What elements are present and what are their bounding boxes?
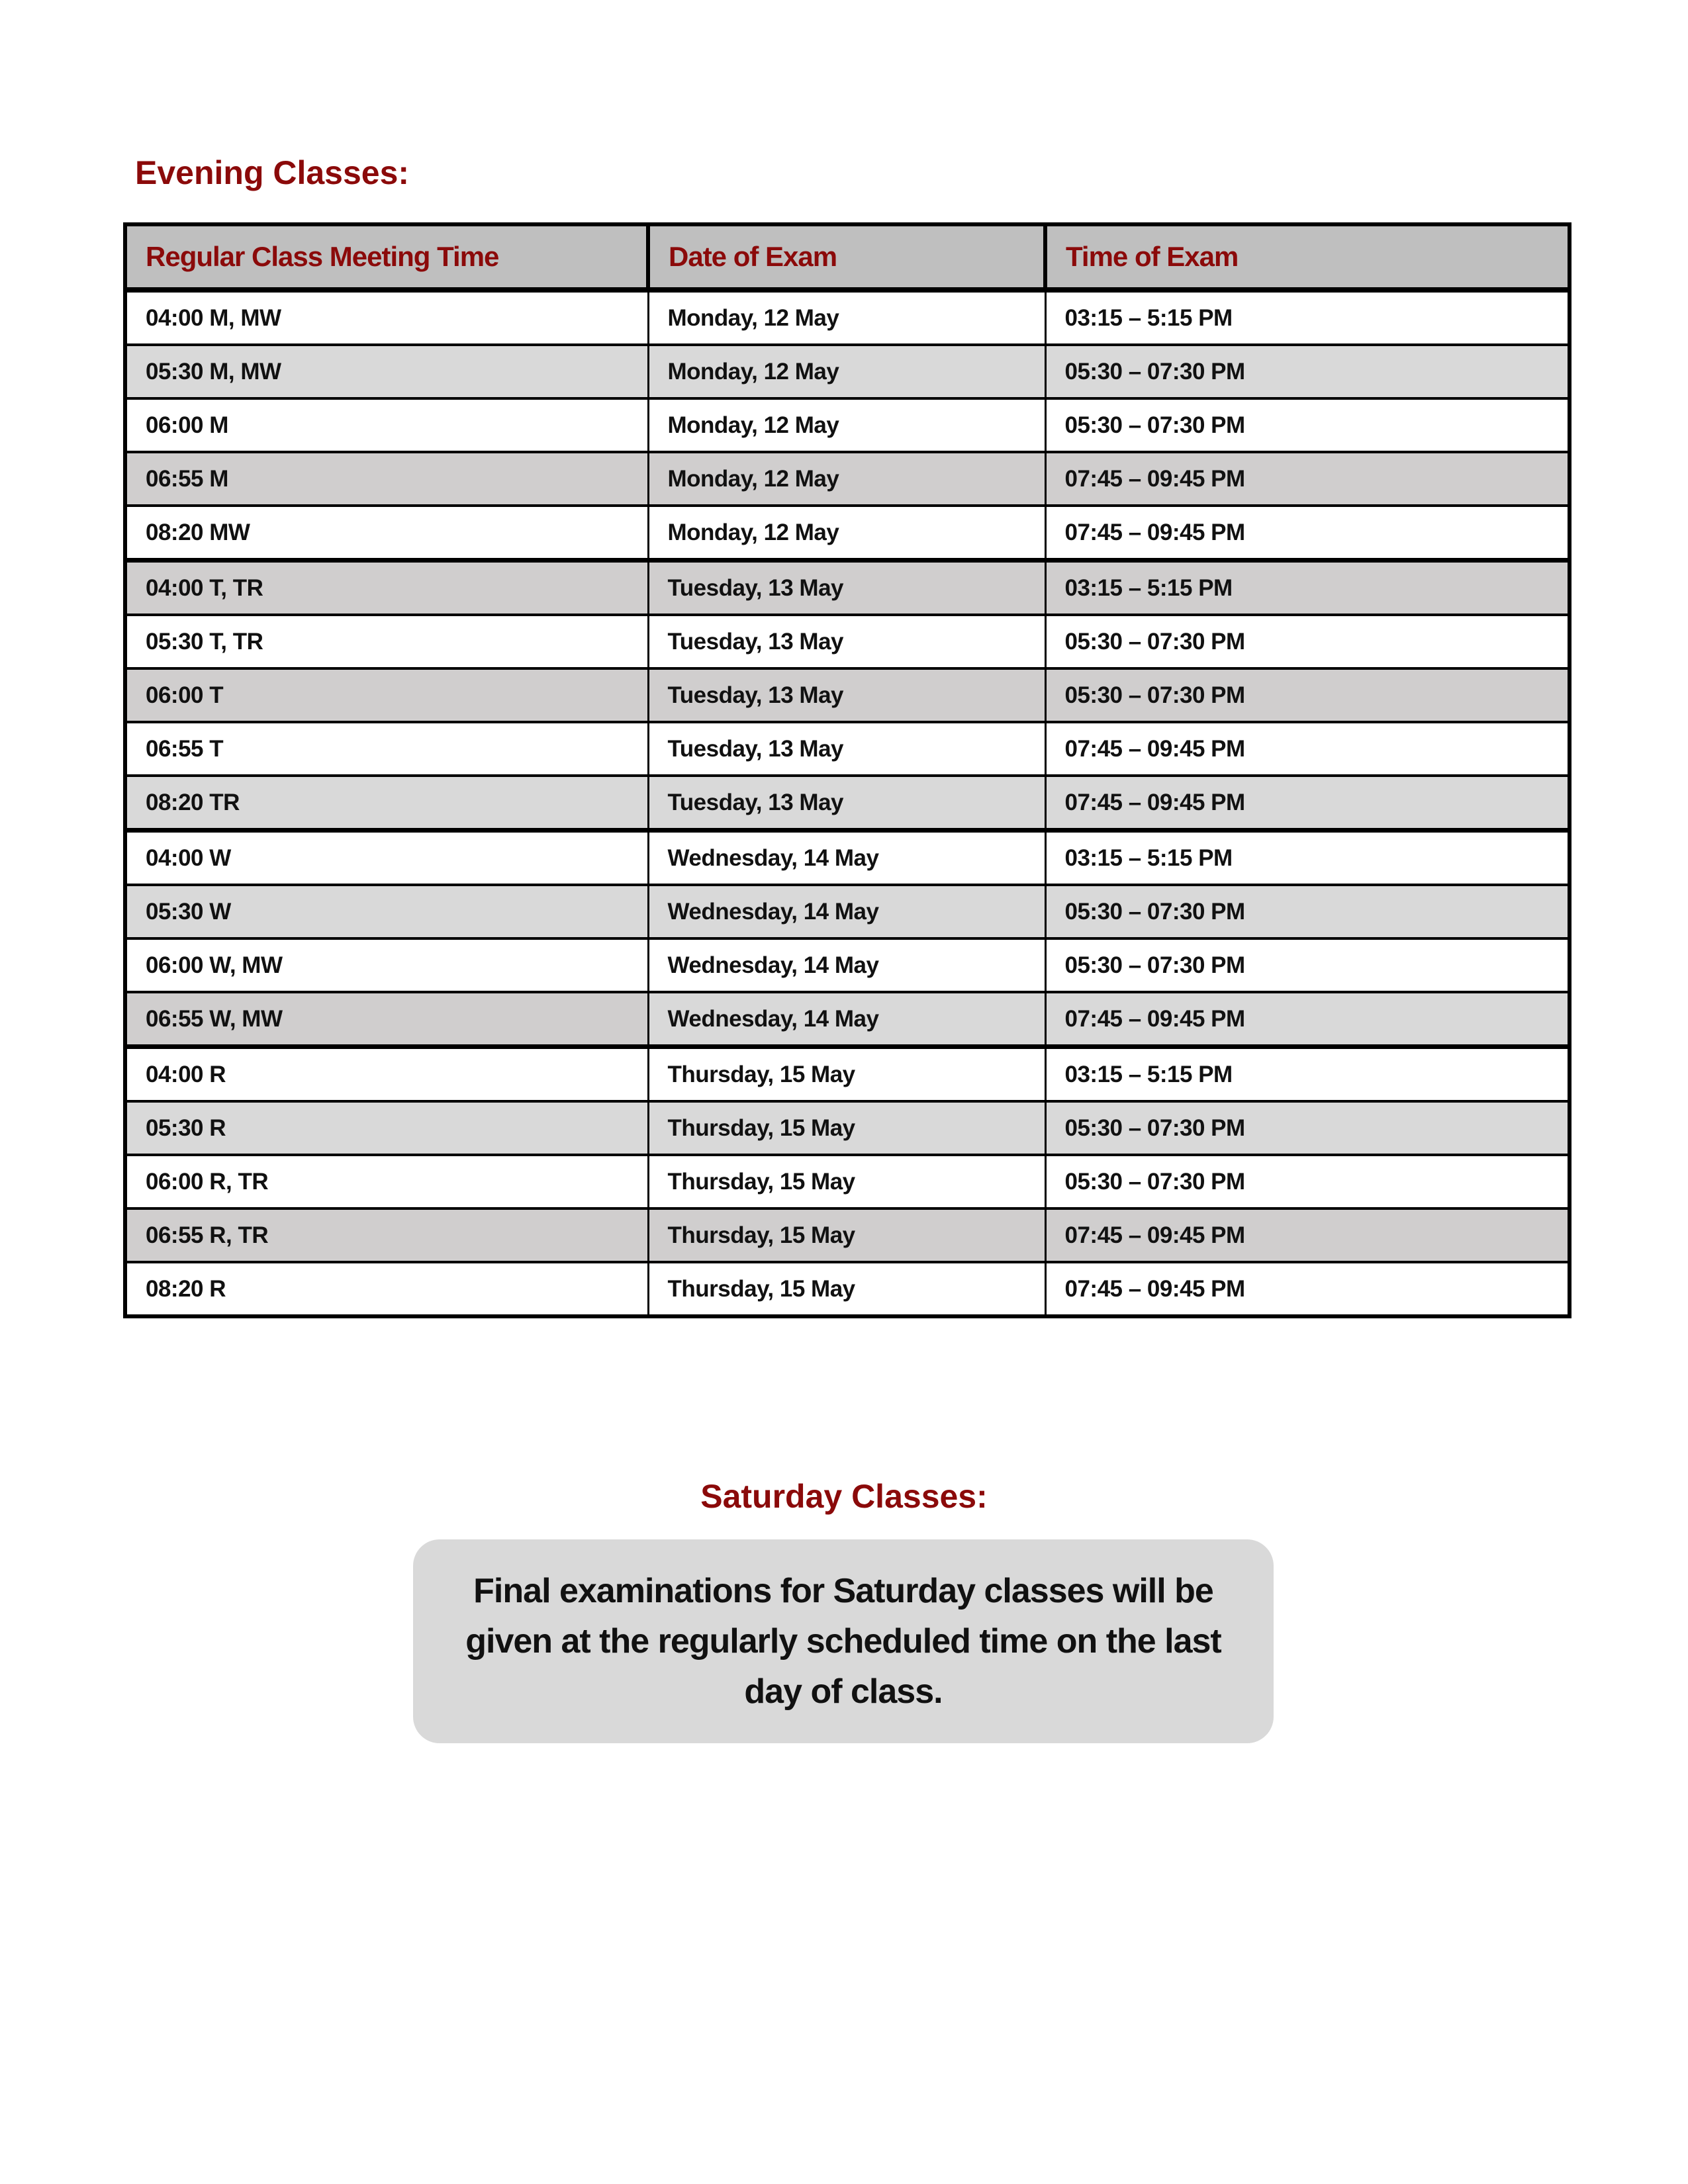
exam-date-cell: Monday, 12 May [648, 506, 1045, 561]
table-row [125, 1155, 1570, 1208]
table-row [125, 561, 1570, 615]
exam-time-cell: 05:30 – 07:30 PM [1045, 668, 1570, 722]
exam-time-cell: 07:45 – 09:45 PM [1045, 776, 1570, 831]
meeting-time-cell: 08:20 MW [125, 506, 648, 561]
table-row [125, 1262, 1570, 1316]
exam-time-cell: 05:30 – 07:30 PM [1045, 615, 1570, 668]
table-row [125, 722, 1570, 776]
exam-time-cell: 07:45 – 09:45 PM [1045, 506, 1570, 561]
table-row [125, 938, 1570, 992]
meeting-time-cell: 04:00 T, TR [125, 561, 648, 615]
exam-date-cell: Monday, 12 May [648, 345, 1045, 398]
table-row [125, 885, 1570, 938]
meeting-time-cell: 06:00 T [125, 668, 648, 722]
column-header-exam-date: Date of Exam [648, 224, 1045, 290]
table-row [125, 668, 1570, 722]
exam-date-cell: Wednesday, 14 May [648, 831, 1045, 886]
meeting-time-cell: 06:00 W, MW [125, 938, 648, 992]
exam-date-cell: Wednesday, 14 May [648, 885, 1045, 938]
table-row [125, 1101, 1570, 1155]
meeting-time-cell: 05:30 M, MW [125, 345, 648, 398]
saturday-exam-notice-box [413, 1539, 1274, 1743]
meeting-time-cell: 04:00 W [125, 831, 648, 886]
exam-date-cell: Tuesday, 13 May [648, 615, 1045, 668]
meeting-time-cell: 06:00 R, TR [125, 1155, 648, 1208]
exam-time-cell: 07:45 – 09:45 PM [1045, 992, 1570, 1047]
meeting-time-cell: 06:00 M [125, 398, 648, 452]
meeting-time-cell: 04:00 R [125, 1047, 648, 1102]
exam-date-cell: Monday, 12 May [648, 398, 1045, 452]
meeting-time-cell: 05:30 R [125, 1101, 648, 1155]
table-row [125, 506, 1570, 561]
exam-date-cell: Thursday, 15 May [648, 1208, 1045, 1262]
exam-date-cell: Monday, 12 May [648, 290, 1045, 345]
table-row [125, 831, 1570, 886]
meeting-time-cell: 04:00 M, MW [125, 290, 648, 345]
table-row [125, 290, 1570, 345]
exam-date-cell: Tuesday, 13 May [648, 776, 1045, 831]
exam-time-cell: 07:45 – 09:45 PM [1045, 1208, 1570, 1262]
exam-time-cell: 05:30 – 07:30 PM [1045, 938, 1570, 992]
exam-date-cell: Wednesday, 14 May [648, 938, 1045, 992]
exam-time-cell: 05:30 – 07:30 PM [1045, 885, 1570, 938]
exam-date-cell: Thursday, 15 May [648, 1047, 1045, 1102]
table-row [125, 776, 1570, 831]
meeting-time-cell: 05:30 W [125, 885, 648, 938]
exam-time-cell: 07:45 – 09:45 PM [1045, 722, 1570, 776]
exam-time-cell: 05:30 – 07:30 PM [1045, 1101, 1570, 1155]
table-row [125, 1047, 1570, 1102]
meeting-time-cell: 06:55 R, TR [125, 1208, 648, 1262]
exam-time-cell: 05:30 – 07:30 PM [1045, 398, 1570, 452]
exam-date-cell: Thursday, 15 May [648, 1155, 1045, 1208]
meeting-time-cell: 08:20 R [125, 1262, 648, 1316]
column-header-meeting-time: Regular Class Meeting Time [125, 224, 648, 290]
table-row [125, 1208, 1570, 1262]
meeting-time-cell: 06:55 M [125, 452, 648, 506]
column-header-exam-time: Time of Exam [1045, 224, 1570, 290]
table-row [125, 992, 1570, 1047]
exam-time-cell: 03:15 – 5:15 PM [1045, 1047, 1570, 1102]
exam-time-cell: 03:15 – 5:15 PM [1045, 831, 1570, 886]
exam-date-cell: Tuesday, 13 May [648, 668, 1045, 722]
exam-time-cell: 03:15 – 5:15 PM [1045, 561, 1570, 615]
meeting-time-cell: 08:20 TR [125, 776, 648, 831]
exam-date-cell: Monday, 12 May [648, 452, 1045, 506]
exam-time-cell: 05:30 – 07:30 PM [1045, 345, 1570, 398]
table-row [125, 398, 1570, 452]
meeting-time-cell: 06:55 W, MW [125, 992, 648, 1047]
table-row [125, 452, 1570, 506]
table-row [125, 345, 1570, 398]
table-row [125, 615, 1570, 668]
saturday-exam-notice-text: Final examinations for Saturday classes will be given at the regularly scheduled time on the last day of class. [465, 1572, 1221, 1711]
exam-time-cell: 07:45 – 09:45 PM [1045, 452, 1570, 506]
exam-time-cell: 07:45 – 09:45 PM [1045, 1262, 1570, 1316]
evening-classes-heading: Evening Classes: [135, 154, 410, 191]
exam-date-cell: Thursday, 15 May [648, 1262, 1045, 1316]
exam-time-cell: 03:15 – 5:15 PM [1045, 290, 1570, 345]
exam-date-cell: Thursday, 15 May [648, 1101, 1045, 1155]
exam-date-cell: Tuesday, 13 May [648, 722, 1045, 776]
exam-date-cell: Tuesday, 13 May [648, 561, 1045, 615]
table-header-row [125, 224, 1570, 290]
meeting-time-cell: 05:30 T, TR [125, 615, 648, 668]
exam-time-cell: 05:30 – 07:30 PM [1045, 1155, 1570, 1208]
saturday-classes-heading: Saturday Classes: [700, 1478, 988, 1515]
meeting-time-cell: 06:55 T [125, 722, 648, 776]
exam-date-cell: Wednesday, 14 May [648, 992, 1045, 1047]
evening-exam-schedule-table [123, 222, 1571, 1318]
